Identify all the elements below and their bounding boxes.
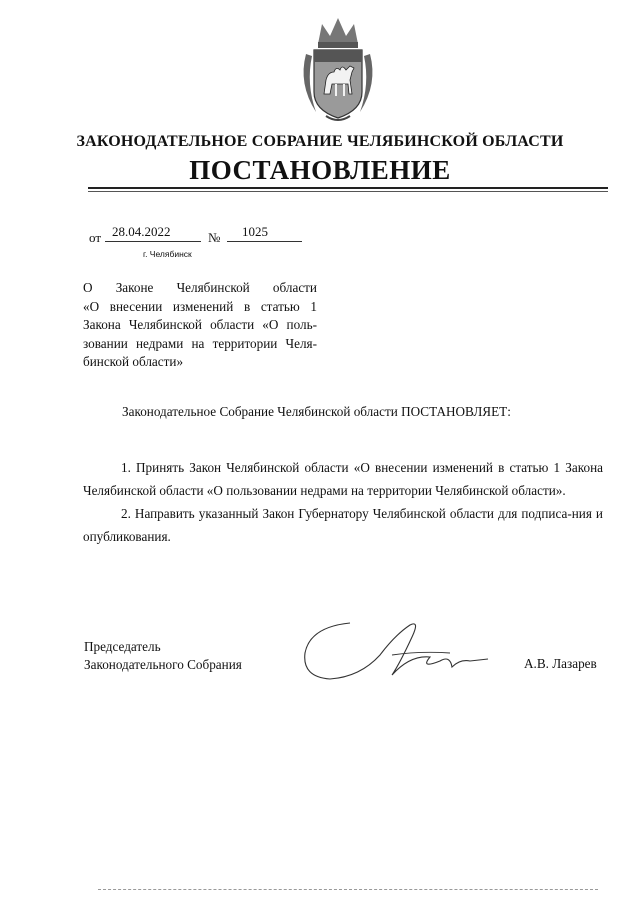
date-prefix: от xyxy=(89,230,102,245)
subject-line: бинской области» xyxy=(83,354,184,369)
coat-of-arms-icon xyxy=(296,14,380,124)
subject-line: «О внесении изменений в статью 1 xyxy=(83,298,317,314)
signatory-title-line: Председатель xyxy=(84,639,161,654)
subject-block xyxy=(83,279,317,372)
subject-line: О Законе Челябинской области xyxy=(83,280,317,295)
document-type: ПОСТАНОВЛЕНИЕ xyxy=(189,155,451,185)
resolution-item-2: 2. Направить указанный Закон Губернатору Челябинской области для подписа-ния и опубликования. xyxy=(83,506,603,544)
page-bottom-rule xyxy=(98,889,598,890)
number-sign: № xyxy=(208,230,221,245)
header-rule xyxy=(88,187,608,189)
number-underline xyxy=(227,241,302,242)
date-underline xyxy=(105,241,201,242)
resolution-body xyxy=(83,456,603,548)
document-city: г. Челябинск xyxy=(143,249,192,259)
subject-line: зовании недрами на территории Челя- xyxy=(83,335,317,351)
decree-line: Законодательное Собрание Челябинской области ПОСТАНОВЛЯЕТ: xyxy=(122,404,511,419)
signatory-name: А.В. Лазарев xyxy=(524,656,597,671)
header-rule-thin xyxy=(88,191,608,192)
signatory-title-line: Законодательного Собрания xyxy=(84,657,242,672)
document-number: 1025 xyxy=(242,224,268,239)
signatory-title xyxy=(84,638,242,674)
resolution-item-1: 1. Принять Закон Челябинской области «О внесении изменений в статью 1 Закона Челябинской области «О пользовании недрами на территории Челябинской области». xyxy=(83,460,603,498)
organization-title: ЗАКОНОДАТЕЛЬНОЕ СОБРАНИЕ ЧЕЛЯБИНСКОЙ ОБЛАСТИ xyxy=(76,133,564,150)
handwritten-signature xyxy=(300,615,500,690)
document-date: 28.04.2022 xyxy=(112,224,171,239)
subject-line: Закона Челябинской области «О поль- xyxy=(83,317,317,332)
